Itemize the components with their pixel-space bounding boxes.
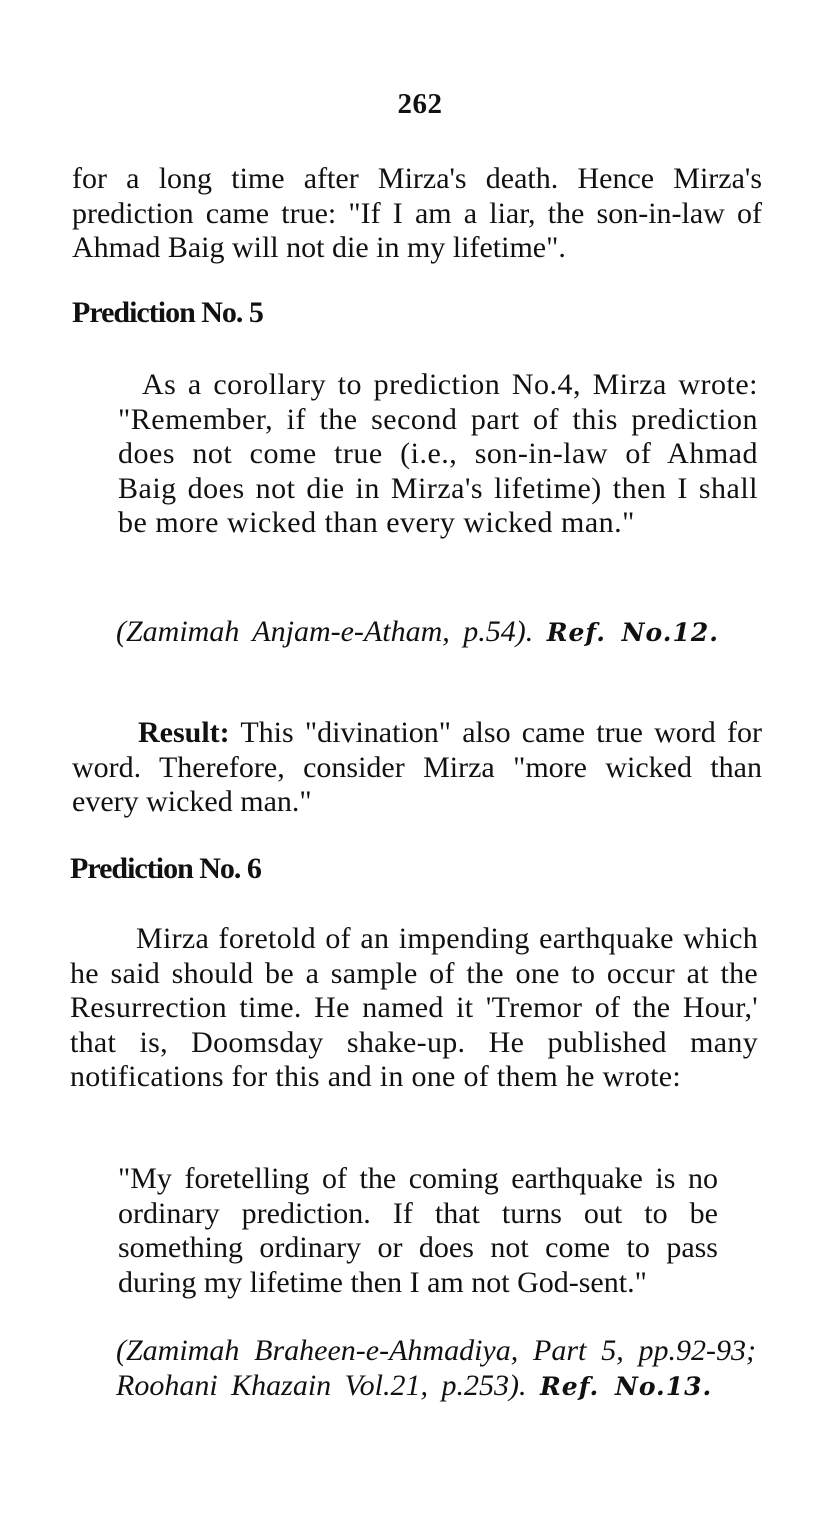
prediction-5-result	[72, 716, 762, 820]
prediction-6-quote: "My foretelling of the coming earthquake is no ordinary prediction. If that turns out to be something ordinary or does not come to pass during my lifetime then I am not God-sent."	[118, 1162, 718, 1299]
citation-text: (Zamimah Anjam-e-Atham, p.54).	[116, 615, 534, 648]
prediction-5-citation	[116, 614, 756, 650]
citation-text: (Zamimah Braheen-e-Ahmadiya, Part 5, pp.92-93; Roohani Khazain Vol.21, p.253).	[116, 1334, 756, 1402]
reference-number: Ref. No.12.	[546, 618, 719, 647]
prediction-6-citation	[116, 1333, 756, 1404]
result-text: This "divination" also came true word for word. Therefore, consider Mirza "more wicked than every wicked man."	[72, 716, 762, 818]
prediction-5-quote: As a corollary to prediction No.4, Mirza wrote: "Remember, if the second part of this prediction does not come true (i.e., son-in-law of Ahmad Baig does not die in Mirza's lifetime) then I shall be more wicked than every wicked man."	[118, 368, 758, 539]
prediction-6-paragraph: Mirza foretold of an impending earthquake which he said should be a sample of the one to occur at the Resurrection time. He named it 'Tremor of the Hour,' that is, Doomsday shake-up. He published many notifications for this and in one of them he wrote:	[70, 922, 758, 1093]
page-number: 262	[397, 88, 443, 120]
prediction-6-heading: Prediction No. 6	[70, 852, 261, 885]
prediction-5-heading: Prediction No. 5	[72, 296, 263, 329]
result-label: Result:	[138, 716, 230, 749]
opening-paragraph: for a long time after Mirza's death. Hence Mirza's prediction came true: "If I am a liar, the son-in-law of Ahmad Baig will not die in my lifetime".	[72, 162, 762, 264]
reference-number: Ref. No.13.	[540, 1372, 713, 1401]
